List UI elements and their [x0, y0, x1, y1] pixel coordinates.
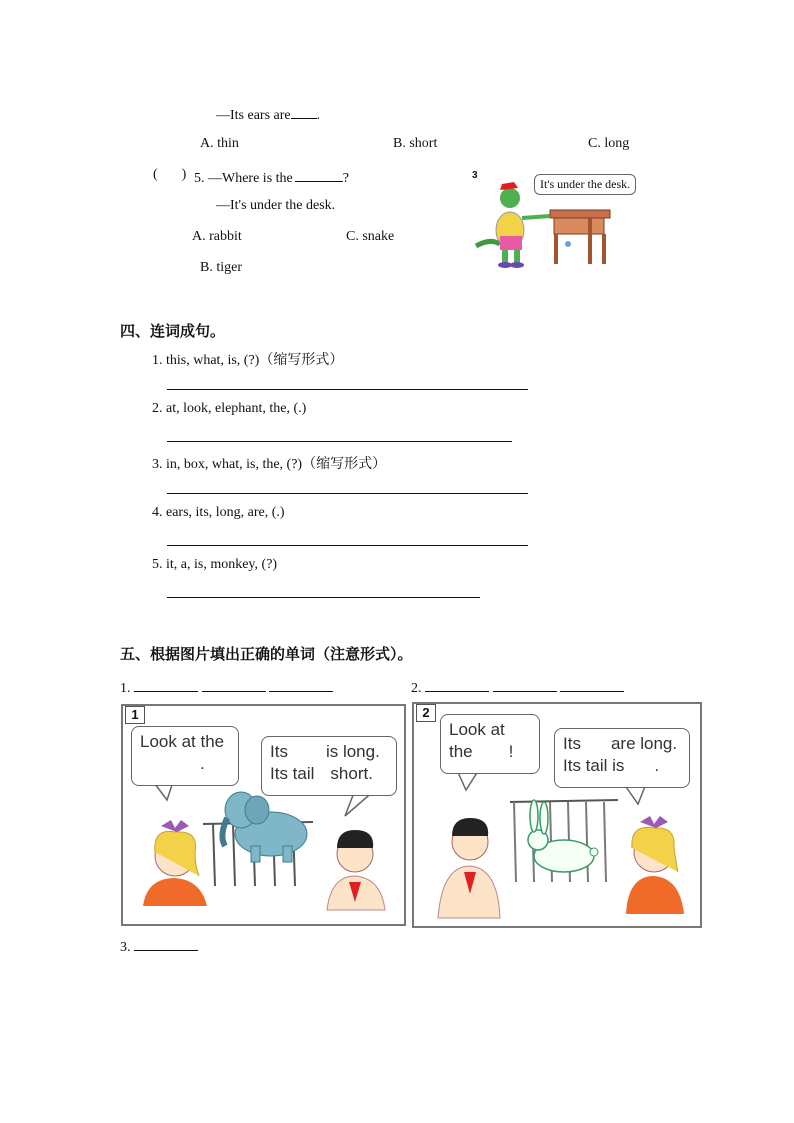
panel-1-bubble-left-line2: . — [200, 754, 205, 773]
section4-answer-line-2[interactable] — [167, 441, 512, 442]
section4-item-5: 5. it, a, is, monkey, (?) — [152, 557, 278, 572]
section4-item-2: 2. at, look, elephant, the, (.) — [152, 401, 307, 416]
section4-item-4: 4. ears, its, long, are, (.) — [152, 505, 285, 520]
section5-answer-row-2 — [411, 677, 624, 697]
section5-title: 五、根据图片填出正确的单词（注意形式）。 — [120, 645, 413, 663]
answer-2-blank-c[interactable] — [560, 677, 624, 692]
panel-1-bubble-left — [131, 726, 239, 786]
answer-label-1: 1. — [120, 681, 131, 696]
answer-1-blank-b[interactable] — [202, 677, 266, 692]
q5-illustration — [470, 168, 642, 274]
answer-label-2: 2. — [411, 681, 422, 696]
panel-2-bubble-right-are-long: are long. — [610, 734, 678, 753]
q4-stem-tail: . — [316, 108, 321, 123]
panel-2-bubble-left-the: the — [449, 742, 473, 761]
q5-image-bubble: It's under the desk. — [534, 174, 636, 195]
answer-2-blank-a[interactable] — [425, 677, 489, 692]
q5-stem-tail: ? — [342, 171, 349, 186]
answer-1-blank-c[interactable] — [269, 677, 333, 692]
panel-1-bubble-right-its: Its — [270, 742, 288, 761]
section4-answer-line-4[interactable] — [167, 545, 528, 546]
q4-stem-text: —Its ears are — [216, 108, 291, 123]
section4-item-3: 3. in, box, what, is, the, (?)（缩写形式） — [152, 457, 387, 472]
section4-title: 四、连词成句。 — [120, 322, 226, 340]
section5-answer-row-3 — [120, 936, 198, 956]
q5-option-a: A. rabbit — [192, 229, 242, 244]
section4-answer-line-5[interactable] — [167, 597, 480, 598]
picture-panel-2 — [412, 702, 702, 928]
section4-answer-line-1[interactable] — [167, 389, 528, 390]
panel-1-bubble-right — [261, 736, 397, 796]
panel-1-bubble-right-is-long: is long. — [325, 742, 380, 761]
panel-2-bubble-left — [440, 714, 540, 774]
panel-2-bubble-left-excl: ! — [508, 742, 514, 761]
answer-label-3: 3. — [120, 940, 131, 955]
section4-item-1: 1. this, what, is, (?)（缩写形式） — [152, 353, 344, 368]
panel-2-bubble-right — [554, 728, 690, 788]
q4-option-b: B. short — [393, 136, 438, 151]
q4-option-a: A. thin — [200, 136, 239, 151]
q5-blank[interactable] — [295, 167, 343, 182]
answer-2-blank-b[interactable] — [493, 677, 557, 692]
q5-reply: —It's under the desk. — [216, 198, 336, 213]
q5-stem-text: 5. —Where is the — [194, 171, 293, 186]
q5-option-c: C. snake — [346, 229, 395, 244]
panel-2-bubble-right-its: Its — [563, 734, 581, 753]
panel-1-bubble-left-line1: Look at the — [140, 732, 225, 751]
q4-option-c: C. long — [588, 136, 630, 151]
q5-option-b: B. tiger — [200, 260, 242, 275]
section5-answer-row-1 — [120, 677, 333, 697]
q5-answer-paren[interactable]: ( ) — [153, 167, 187, 182]
section4-answer-line-3[interactable] — [167, 493, 528, 494]
picture-panel-1 — [121, 704, 406, 926]
panel-2-bubble-right-period: . — [654, 756, 660, 775]
q5-image-number: 3 — [472, 170, 478, 181]
q5-stem — [194, 167, 349, 187]
panel-2-bubble-right-its-tail-is: Its tail is — [563, 756, 625, 775]
panel-2-number: 2 — [416, 704, 436, 722]
panel-1-bubble-right-its-tail: Its tail — [270, 764, 315, 783]
panel-1-bubble-right-short: short. — [330, 764, 373, 783]
q4-stem — [216, 104, 320, 124]
panel-1-number: 1 — [125, 706, 145, 724]
q4-blank[interactable] — [291, 104, 317, 119]
answer-1-blank-a[interactable] — [134, 677, 198, 692]
answer-3-blank[interactable] — [134, 936, 198, 951]
panel-2-bubble-left-line1: Look at — [449, 720, 505, 739]
